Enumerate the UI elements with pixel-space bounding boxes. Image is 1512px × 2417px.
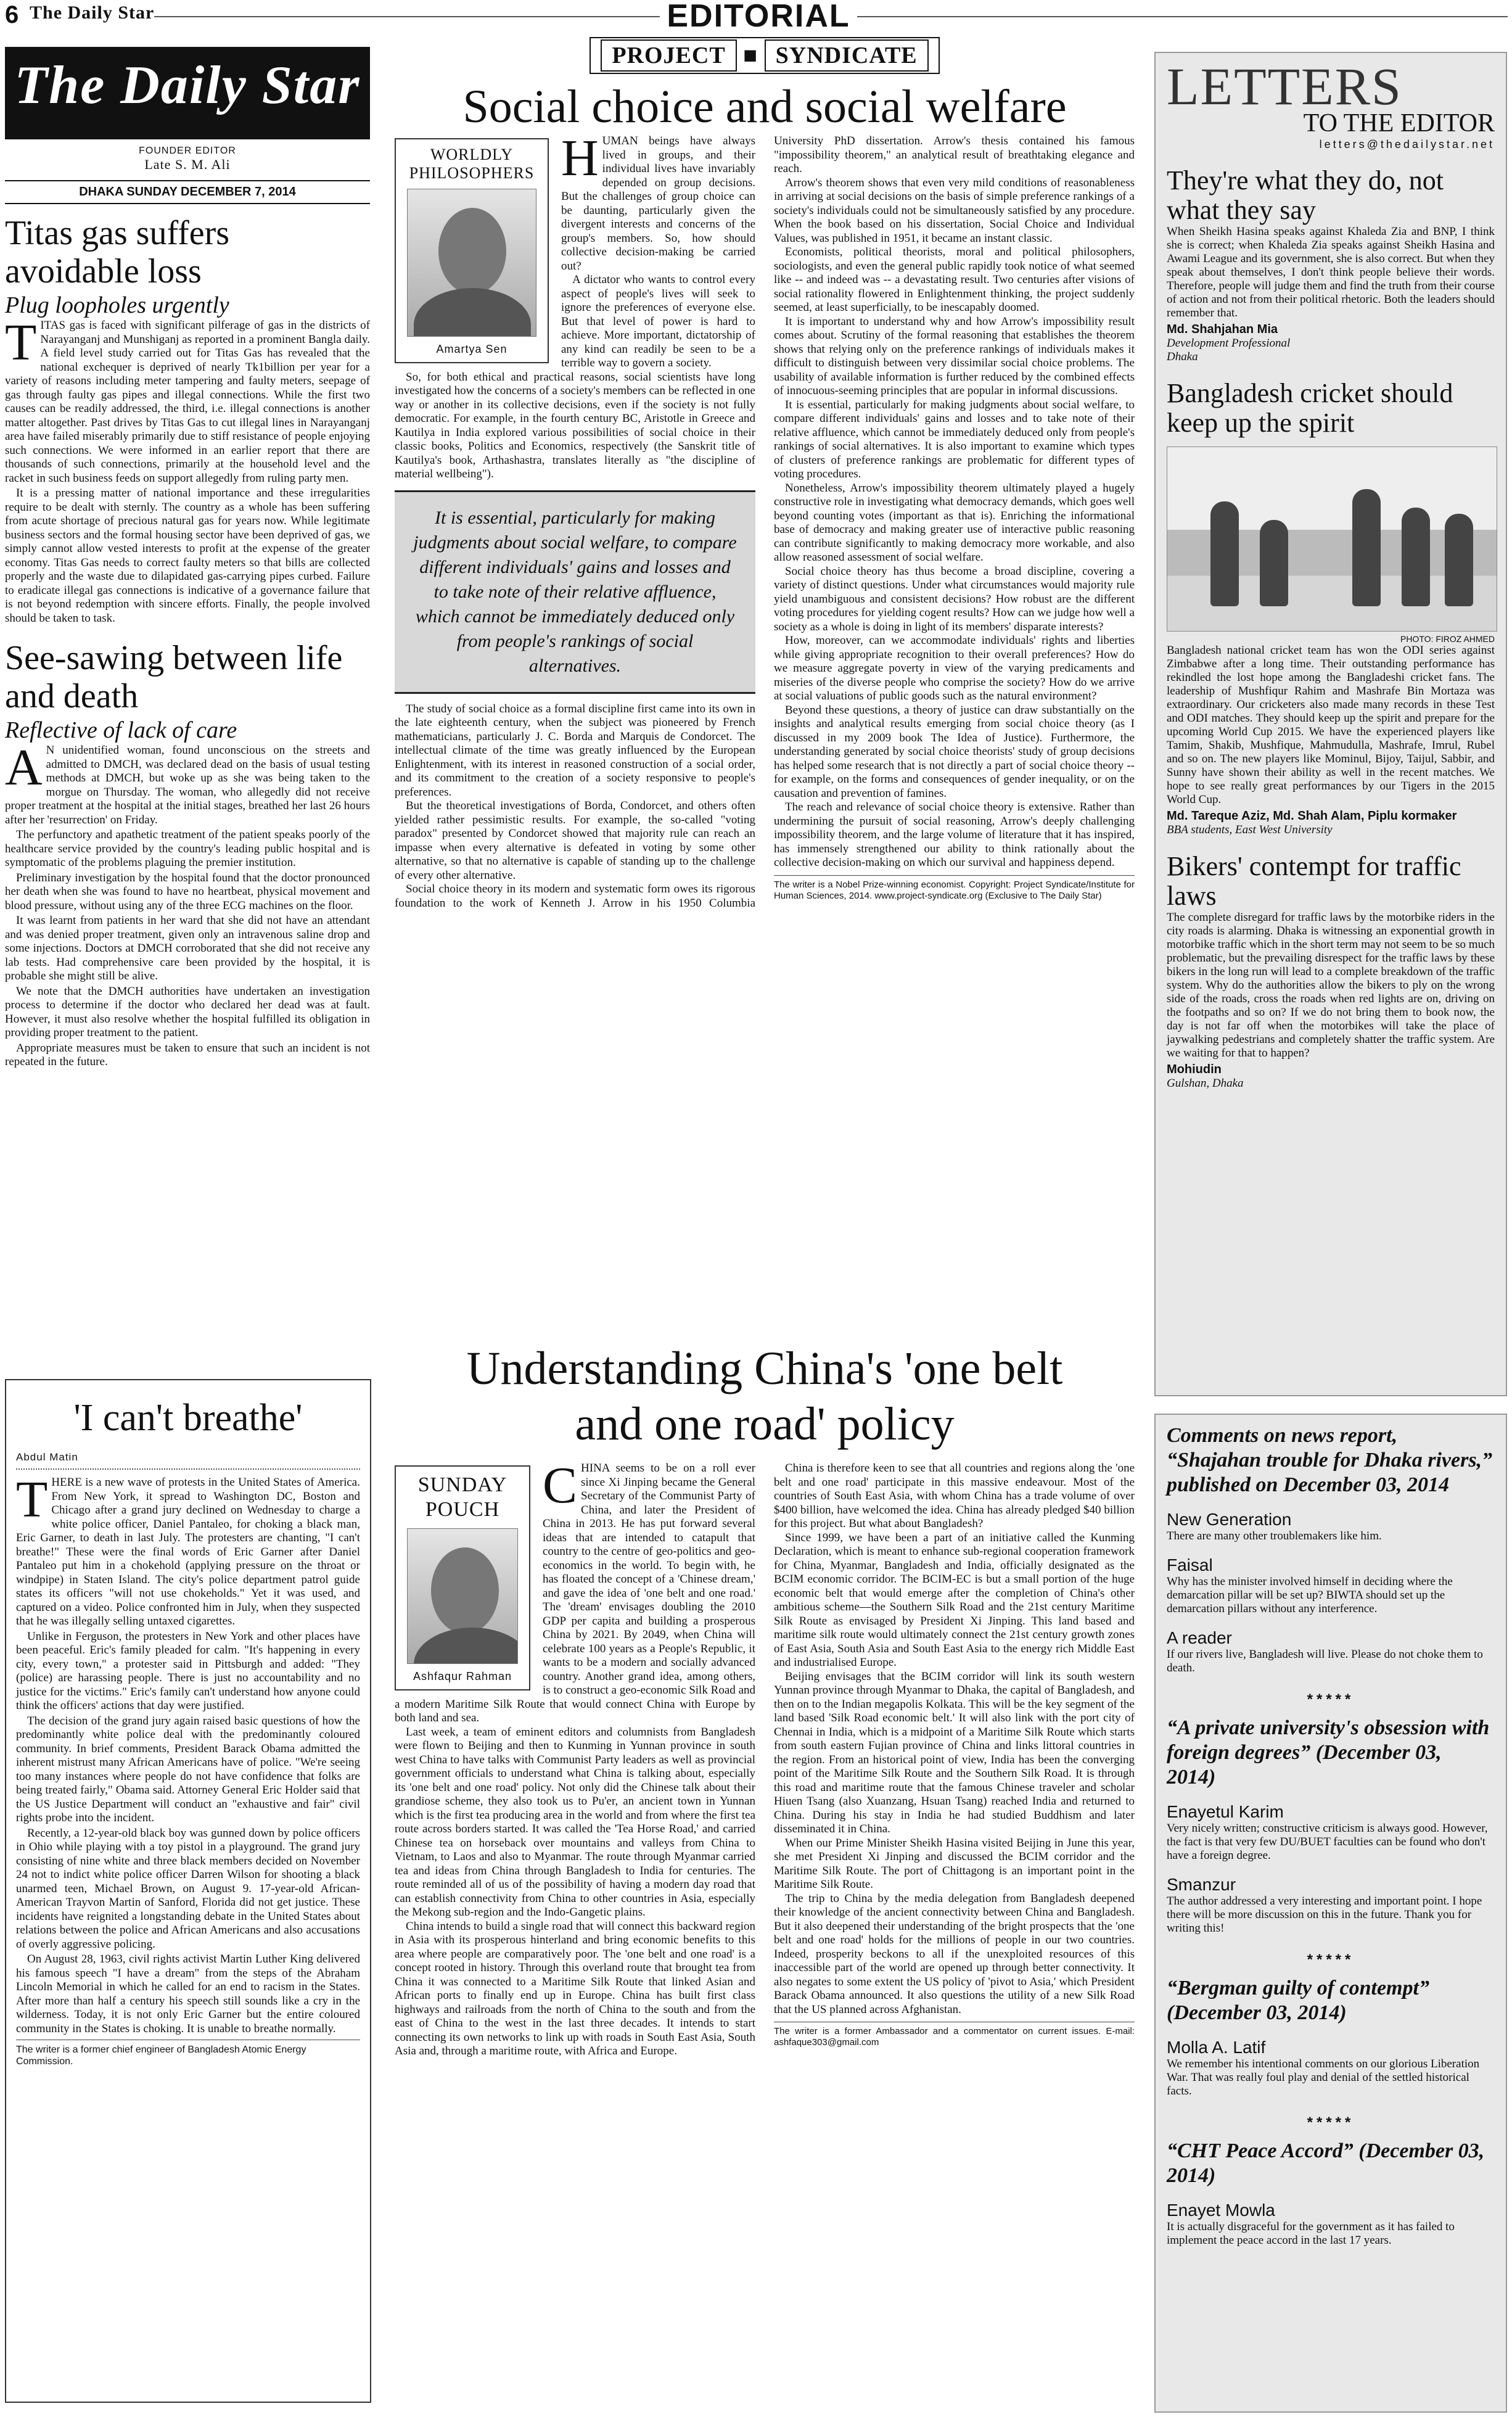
founder-name: Late S. M. Ali <box>144 157 231 172</box>
author-box <box>395 1465 530 1690</box>
author-portrait <box>407 1528 518 1664</box>
paragraph: HERE is a new wave of protests in the United States of America. From New York, it spread to Washington DC, Boston and Chicago after a grand jury declined on Wednesday to charge a white police officer, Daniel Pantaleo, for choking a black man, Eric Garner, to death in last July. The protesters are chanting, "I can't breathe!" These were the final words of Eric Garner after Daniel Pantaleo put him in a chokehold (applying pressure on the throat or windpipe) in Staten Island. The city's police department patrol guide states its officers "will not use chokeholds." Yet it was used, and captured on a video. Police confronted him in July, when they suspected that he was illegally selling untaxed cigarettes. <box>16 1476 360 1628</box>
paragraph: Appropriate measures must be taken to ensure that such an incident is not repeated in the future. <box>5 1041 370 1068</box>
letters-email: letters@thedailystar.net <box>1319 138 1495 150</box>
china-headline: Understanding China's 'one belt and one road' policy <box>466 1343 1063 1450</box>
letter-address: BBA students, East West University <box>1167 823 1333 836</box>
paragraph: China is therefore keen to see that all countries and regions along the 'one belt and one road' participate in this massive endeavour. Most of the countries of South East Asia, with whom China has a trade volume of over $400 billion, have welcomed the idea. China has already pledged $40 billion for this project. But what about Bangladesh? <box>774 1462 1135 1530</box>
letters-subtitle: TO THE EDITOR <box>1303 109 1495 138</box>
letters-box <box>1154 52 1507 1396</box>
letter-signature: Md. Shahjahan Mia <box>1167 323 1278 336</box>
paragraph: Nonetheless, Arrow's impossibility theorem ultimately played a hugely constructive role in investigating what democracy demands, which goes well beyond counting votes (important as that is). Enriching the informational base of democracy and making greater use of interactive public reasoning can contribute significantly to making democracy more workable, and also allow reasoned assessment of social welfare. <box>774 481 1135 564</box>
paragraph: It was learnt from patients in her ward that she did not have an attendant and was denied proper treatment, given only an intravenous saline drop and some injections. Doctors at DMCH corroborated that she did not receive any lab tests. Had comprehensive care been provided by the hospital, it is probable she might still be alive. <box>5 914 370 982</box>
editorial-column <box>5 47 370 1071</box>
comment-text: Very nicely written; constructive criticism is always good. However, the fact is that very few DU/BUET faculties can be found who don't have a foreign degree. <box>1167 1822 1488 1862</box>
paragraph: Economists, political theorists, moral and political philosophers, sociologists, and even the general public rapidly took notice of what seemed like -- and indeed was -- a devastating result. Two centuries after visions of social rationality flowered in Enlightenment thinking, the project suddenly seemed, at least superficially, to be inescapably doomed. <box>774 245 1135 314</box>
author-box <box>395 138 549 363</box>
page-header-strip <box>0 0 1512 34</box>
cricket-photo <box>1167 447 1497 632</box>
china-body <box>395 1457 1135 2405</box>
paragraph: How, moreover, can we accommodate individuals' rights and liberties while giving appropriate recognition to their overall preferences? How do we measure aggregate poverty in view of the varying predicaments and miseries of the diverse people who comprise the society? How do we arrive at social valuations of public goods such as the natural environment? <box>774 634 1135 702</box>
breathe-article-box <box>5 1379 371 2403</box>
small-logo: The Daily Star <box>30 2 155 23</box>
breathe-body <box>16 1471 360 2036</box>
commenter-name: Enayetul Karim <box>1167 1802 1284 1821</box>
letters-title: LETTERS <box>1167 57 1402 116</box>
header-rule-left <box>154 16 660 17</box>
social-body <box>395 130 1135 1365</box>
project-syndicate-tag: PROJECT ■ SYNDICATE <box>395 37 1135 74</box>
commenter-name: Faisal <box>1167 1555 1213 1575</box>
comments-heading: “CHT Peace Accord” (December 03, 2014) <box>1167 2139 1485 2187</box>
pull-quote: It is essential, particularly for making judgments about social welfare, to compare different individuals' gains and losses and to take note of their relative affluence, which cannot be immediately deduced only from people's rankings of social alternatives. <box>395 490 755 694</box>
paragraph: So, for both ethical and practical reasons, social scientists have long investigated how the concerns of a society's members can be reflected in one way or another in its collective decisions, even if the society is not fully democratic. For example, in the fourth century BC, Aristotle in Greece and Kautilya in India explored various possibilities of social choice in their classic books, Politics and Economics, respectively (the Sanskrit title of Kautilya's book, Arthashastra, translates literally as "the discipline of material wellbeing"). <box>395 370 755 480</box>
paragraph: It is important to understand why and how Arrow's impossibility result comes about. Scrutiny of the formal reasoning that establishes the theorem shows that relying only on the preference rankings of individuals makes it difficult to distinguish between very dissimilar social choice problems. The usability of available information is further reduced by the combined effects of innocuous-seeming principles that are popular in informal discussions. <box>774 315 1135 397</box>
letter-address: Gulshan, Dhaka <box>1167 1077 1244 1090</box>
header-rule-right <box>857 16 1508 17</box>
paragraph: It is essential, particularly for making judgments about social welfare, to compare different individuals' gains and losses and to take note of their relative affluence, which cannot be immediately deduced only from people's rankings of social alternatives. It is also important to examine which types of clusters of preference rankings are problematic for different types of voting procedures. <box>774 398 1135 480</box>
author-name: Ashfaqur Rahman <box>413 1670 512 1682</box>
comment-text: If our rivers live, Bangladesh will live. Please do not choke them to death. <box>1167 1648 1483 1674</box>
letter-headline: Bangladesh cricket should keep up the spirit <box>1167 378 1453 438</box>
letter-headline: They're what they do, not what they say <box>1167 165 1444 225</box>
paragraph: Social choice theory has thus become a broad discipline, covering a variety of distinct questions. Under what circumstances would majority rule yield unambiguous and consistent decisions? How robust are the different voting procedures for yielding cogent results? How can we judge how well a society as a whole is doing in light of its members' disparate interests? <box>774 564 1135 633</box>
column-label: SUNDAY POUCH <box>417 1473 507 1521</box>
paragraph: When our Prime Minister Sheikh Hasina visited Beijing in June this year, she met President Xi Jinping and discussed the BCIM corridor and the Maritime Silk Route. The port of Chittagong is an important point in the Maritime Silk Route. <box>774 1836 1135 1891</box>
commenter-name: Molla A. Latif <box>1167 2038 1266 2057</box>
section-name: EDITORIAL <box>667 0 850 34</box>
editorial1-body <box>5 314 370 625</box>
comments-heading: Comments on news report, “Shajahan trouble for Dhaka rivers,” published on December 03, 2014 <box>1167 1424 1493 1496</box>
founder-label: FOUNDER EDITOR <box>139 146 236 156</box>
dropcap: H <box>561 130 599 187</box>
commenter-name: A reader <box>1167 1628 1232 1647</box>
dropcap: A <box>5 739 43 796</box>
commenter-name: New Generation <box>1167 1510 1292 1529</box>
dropcap: C <box>543 1457 578 1514</box>
paragraph: Beijing envisages that the BCIM corridor will link its south western Yunnan province through Myanmar to Dhaka, the capital of Bangladesh, and then on to the Indian megapolis Kolkata. This will be the key segment of the land based 'Silk Road economic belt.' It will also link with the port city of Chennai in India, which is a midpoint of a Maritime Silk Route which starts from south eastern Fujian province of China and links littoral countries in the region. From an historical point of view, India has been the converging point of the Maritime Silk Route and the Southern Silk Road. It is through this road and maritime route that the famous Chinese traveler and scholar Hiuen Tsang (also Xuanzang, Hsuan Tsang) reached India and returned to China. During his stay in India he had studied Buddhism and later disseminated it in China. <box>774 1670 1135 1835</box>
comments-heading: “A private university's obsession with foreign degrees” (December 03, 2014) <box>1167 1716 1490 1789</box>
commenter-name: Enayet Mowla <box>1167 2201 1275 2220</box>
paragraph: The perfunctory and apathetic treatment of the patient speaks poorly of the healthcare service provided by the country's leading public hospital and is symptomatic of the problems plaguing the premier institution. <box>5 828 370 869</box>
letter-address: Development Professional Dhaka <box>1167 337 1291 363</box>
paragraph: The study of social choice as a formal discipline first came into its own in the late eighteenth century, when the subject was pioneered by French mathematicians, particularly J. C. Borda and Marquis de Condorcet. The intellectual climate of the time was greatly influenced by the European Enlightenment, with its interest in reasoned construction of a social order, and its commitment to the creation of a society responsive to people's preferences. <box>395 702 755 799</box>
separator: ***** <box>1307 1691 1355 1708</box>
paragraph: Since 1999, we have been a part of an initiative called the Kunming Declaration, which is meant to enhance sub-regional cooperation framework for China, Myanmar, Bangladesh and India, officially designated as the BCIM economic corridor. The BCIM-EC is but a small portion of the huge economic belt that would emerge after the completion of China's other ambitious scheme—the Southern Silk Road and the 21st century Maritime Silk Route as envisaged by President Xi Jinping. This land based and maritime silk route would ultimately connect the 21st century growth zones of East Asia, South Asia and South East Asia to the energy rich Middle East and industrialised Europe. <box>774 1531 1135 1669</box>
dateline: DHAKA SUNDAY DECEMBER 7, 2014 <box>5 180 370 204</box>
letter-body: Bangladesh national cricket team has won the ODI series against Zimbabwe after a long time. Their outstanding performance has rekindled the lost hope among the Bangladeshi cricket fans. The leadership of Mushfiqur Rahim and Mashrafe Bin Mortaza was extraordinary. Our cricketers also made many records in these Test and ODI matches. They should keep up the spirit and prepare for the upcoming World Cup 2015. We have the experienced players like Tamim, Shakib, Mushfique, Mahmudulla, Mashrafe, Imrul, Rubel and so on. The new players like Mominul, Bijoy, Taijul, Sabbir, and Sunny have shown their ability as well in the recent matches. We hope to see really great performances by our Tigers in the 2015 World Cup. <box>1167 644 1495 806</box>
column-label: WORLDLY PHILOSOPHERS <box>409 146 535 182</box>
paragraph: The decision of the grand jury again raised basic questions of how the predominantly white police deal with the predominantly coloured community. In brief comments, President Barack Obama admitted the inherent mistrust many African Americans have of police. "We're seeing too many instances where people do not have confidence that folks are being treated fairly," Obama said. Attorney General Eric Holder said that the US Justice Department will conduct an "exhaustive and fair" civil rights probe into the incident. <box>16 1714 360 1824</box>
comments-heading: “Bergman guilty of contempt” (December 03, 2014) <box>1167 1977 1429 2024</box>
paragraph: Unlike in Ferguson, the protesters in New York and other places have been peaceful. Eric's family pleaded for calm. "It's happening in every city, every town," a protester said in Pittsburgh and added: "They (police) are harassing people. There is just no accountability and no justice for the victims." Eric's family can't understand how anyone could think the officers' actions that day were justified. <box>16 1629 360 1712</box>
breathe-footnote: The writer is a former chief engineer of Bangladesh Atomic Energy Commission. <box>16 2040 360 2067</box>
comment-text: There are many other troublemakers like him. <box>1167 1530 1382 1542</box>
paragraph: HINA seems to be on a roll ever since Xi Jinping became the General Secretary of the Communist Party of China, and later the President of China in 2013. He has put forward several ideas that are intended to catapult that country to the centre of geo-politics and geo-economics in the world. To begin with, he has floated the concept of a 'Chinese dream,' and gave the idea of 'one belt and one road.' The 'dream' envisages doubling the 2010 GDP per capita and building a prosperous China by 2021. By 2049, when China will celebrate 100 years as a People's Republic, it wants to be a modern and socially advanced country. Another grand idea, among others, is to construct a geo-economic Silk Road and a modern Maritime Silk Route that would connect China with Europe by both land and sea. <box>395 1462 755 1724</box>
letters-column <box>1154 52 1507 2413</box>
paragraph: On August 28, 1963, civil rights activist Martin Luther King delivered his famous speech "I have a dream" from the steps of the Abraham Lincoln Memorial in which he called for an end to racism in the States. After more than half a century his speech still sounds like a cry in the wilderness. Today, it is not only Eric Garner but the entire coloured community in the States is choking. It is unable to breathe normally. <box>16 1953 360 2035</box>
letter-signature: Md. Tareque Aziz, Md. Shah Alam, Piplu kormaker <box>1167 809 1457 823</box>
china-footnote: The writer is a former Ambassador and a commentator on current issues. E-mail: ashfaque303@gmail.com <box>774 2022 1135 2048</box>
tag-left: PROJECT <box>601 39 736 72</box>
breathe-byline: Abdul Matin <box>16 1451 360 1470</box>
letter-body: The complete disregard for traffic laws by the motorbike riders in the city roads is alarming. Dhaka is witnessing an exponential growth in motorbike traffic which in the short term may not seem to be so much problematic, but the prevailing disrespect for the traffic laws by these bikers in the long run will lead to a complete breakdown of the traffic system. Why do the authorities allow the bikers to ply on the wrong side of the roads, cross the roads when red lights are on, driving on the footpaths and so on? If we do not bring them to book now, the day is not far off when the motorbikes will take the place of jaywalking pedestrians and completely shatter the traffic system. Are we waiting for that to happen? <box>1167 911 1495 1060</box>
paragraph: N unidentified woman, found unconscious on the streets and admitted to DMCH, was declared dead on the basis of usual testing methods at DMCH, but woke up as she was being taken to the morgue on Thursday. The woman, who allegedly did not receive proper treatment at the hospital at the initial stages, breathed her last 26 hours after her 'resurrection' on Friday. <box>5 744 370 826</box>
commenter-name: Smanzur <box>1167 1875 1236 1894</box>
social-headline: Social choice and social welfare <box>462 81 1067 133</box>
social-footnote: The writer is a Nobel Prize-winning economist. Copyright: Project Syndicate/Institute for Human Sciences, 2014. www.project-syndicate.org (Exclusive to The Daily Star) <box>774 875 1135 902</box>
paragraph: The trip to China by the media delegation from Bangladesh deepened their knowledge of the ancient connectivity between China and Bangladesh. But it also deepened their understanding of the bright prospects that the 'one belt and one road' holds for the millions of people in our two countries. Indeed, prosperity beckons to all if the unexploited resources of this inaccessible part of the world are opened up through better connectivity. It also negates to some extent the US policy of 'pivot to Asia,' which President Barack Obama announced. It also questions the utility of a new Silk Road that the US planned across Afghanistan. <box>774 1892 1135 2016</box>
paragraph: Beyond these questions, a theory of justice can draw substantially on the insights and analytical results emerging from social choice theory (as I discussed in my 2009 book The Idea of Justice). Furthermore, the understanding generated by social choice theorists' study of group decisions has helped some research that is not directly a part of social choice theory -- for example, on the forms and consequences of gender inequality, or on the causation and prevention of famines. <box>774 703 1135 800</box>
tag-right: SYNDICATE <box>765 39 929 72</box>
comment-text: We remember his intentional comments on our glorious Liberation War. That was really foul play and denial of the settled historical facts. <box>1167 2057 1480 2098</box>
comment-text: The author addressed a very interesting and important point. I hope there will be more discussion on this in the future. Thank you for writing this! <box>1167 1895 1482 1935</box>
author-portrait <box>407 189 536 337</box>
paragraph: Arrow's theorem shows that even very mild conditions of reasonableness in arriving at social decisions on the basis of simple preference rankings of a society's individuals could not be simultaneously satisfied by any procedure. When the book based on his dissertation, Social Choice and Individual Values, was published in 1951, it became an instant classic. <box>774 176 1135 245</box>
letter-signature: Mohiudin <box>1167 1063 1222 1076</box>
paragraph: But the theoretical investigations of Borda, Condorcet, and others often yielded rather pessimistic results. For example, the so-called "voting paradox" presented by Condorcet showed that majority rule can reach an impasse when every alternative is defeated in voting by some other alternative, so that no alternative is capable of standing up to the challenge of every other alternative. <box>395 799 755 882</box>
paragraph: Last week, a team of eminent editors and columnists from Bangladesh were flown to Beijing and then to Kunming in Yunnan province in south west China to have talks with Communist Party leaders as well as provincial government officials to understand what China is talking about, especially its 'one belt and one road' policy. Not only did the Chinese talk about their grandiose scheme, they also took us to Pu'er, an ancient town in Yunnan which is the first tea producing area in the world and from where the first tea route across borders started. It was called the 'Tea Horse Road,' and carried Chinese tea on horseback over mountains and valleys from China to Vietnam, to Laos and also to Myanmar. The route through Myanmar carried tea and ideas from China through Bangladesh to India for centuries. The route reminded all of us of the possibility of having a modern day road that can establish connectivity from China to other countries in Asia, especially the Mekong sub-region and the Indo-Gangetic plains. <box>395 1725 755 1919</box>
comment-text: Why has the minister involved himself in deciding where the demarcation pillar will be set up? BIWTA should set up the demarcation pillars without any interference. <box>1167 1575 1453 1615</box>
separator: ***** <box>1307 1951 1355 1968</box>
online-comments-box <box>1154 1414 1507 2413</box>
comment-text: It is actually disgraceful for the government as it has failed to implement the peace accord in the last 17 years. <box>1167 2220 1455 2247</box>
paragraph: ITAS gas is faced with significant pilferage of gas in the districts of Narayanganj and Munshiganj as reported in a prominent Bangla daily. A field level study carried out for Titas Gas has revealed that the national exchequer is deprived of nearly Tk1billion per year for a variety of reasons including meter tampering and faulty meters, seepage of gas through faulty gas pipes and illegal connections. While the first two causes can be readily addressed, the third, i.e. illegal connections is another matter altogether. Past drives by Titas Gas to cut illegal lines in Narayanganj area have failed miserably primarily due to stiff resistance of people enjoying such connections. We were informed in an earlier report that there are thousands of such connections, primarily at the household level and the racket in such business feeds on support allegedly from ruling party men. <box>5 319 370 485</box>
masthead-logo: The Daily Star <box>5 47 370 139</box>
editorial2-headline: See-sawing between life and death <box>5 639 343 715</box>
paragraph: We note that the DMCH authorities have undertaken an investigation process to determine if the doctor who declared her dead was at fault. However, it must also resolve whether the hospital fulfilled its obligation in providing proper treatment to the patient. <box>5 984 370 1039</box>
paragraph: It is a pressing matter of national importance and these irregularities require to be dealt with sternly. The country as a whole has been suffering from acute shortage of precious natural gas for years now. While legitimate business sectors and the formal housing sector have been deprived of gas, we simply cannot allow vested interests to profit at the expense of the greater economy. Titas Gas needs to correct faulty meters so that bills are collected properly and the waste due to dilapidated gas-carrying pipes curbed. Failure to eradicate illegal gas connections is indicative of a governance failure that is not beyond redemption with sincere efforts. Finally, the people involved should be taken to task. <box>5 487 370 625</box>
social-choice-article <box>395 37 1135 1365</box>
letter-body: When Sheikh Hasina speaks against Khaleda Zia and BNP, I think she is correct; when Khaleda Zia speaks against Sheikh Hasina and Awami League and its government, she is also correct. But when they speak about themselves, I don't think people believe their words. Therefore, people will judge them and find the truth from their course of action and not from their political rhetoric. Both the leaders should remember that. <box>1167 225 1495 319</box>
letter-headline: Bikers' contempt for traffic laws <box>1167 851 1461 911</box>
separator: ***** <box>1307 2114 1355 2131</box>
paragraph: Social choice theory in its modern and systematic form owes its rigorous foundation to the work of Kenneth J. Arrow in his 1950 Columbia University PhD dissertation. Arrow's thesis contained his famous "impossibility theorem," an analytical result of breathtaking elegance and reach. <box>395 134 1135 910</box>
photo-credit: PHOTO: FIROZ AHMED <box>1400 634 1495 644</box>
paragraph: Preliminary investigation by the hospital found that the doctor pronounced her death when she was found to have no heartbeat, physical movement and blood pressure, without using any of the three ECG machines on the floor. <box>5 871 370 912</box>
page-number: 6 <box>5 1 19 28</box>
editorial2-subhead: Reflective of lack of care <box>5 717 237 743</box>
breathe-headline: 'I can't breathe' <box>73 1397 303 1439</box>
dropcap: T <box>5 314 37 371</box>
china-article <box>395 1336 1135 2405</box>
paragraph: China intends to build a single road that will connect this backward region in Asia with its prosperous hinterland and bring economic benefits to this area where people are comparatively poor. The 'one belt and one road' is a concept rooted in history. Through this overland route that brought tea from China it was connected to a Maritime Silk Route that linked Asian and African ports to finally end up in Europe. China has built first class highways and railroads from the north of China to the south and from the east of China to the west in the last three decades. It intends to start connecting its own networks to link up with roads in South East Asia, South Asia and, through a maritime route, with Africa and Europe. <box>395 1919 755 2057</box>
paragraph: Recently, a 12-year-old black boy was gunned down by police officers in Ohio while playing with a toy pistol in a playground. The grand jury consisting of nine white and three black members decided on November 24 not to indict white police officer Darren Wilson for shooting a black unarmed teen, Michael Brown, on August 9. 17-year-old African-American Trayvon Martin of Sanford, Florida did not get justice. These incidents have reignited a longstanding debate in the United States about relations between the police and African Americans and also accusations of overly aggressive policing. <box>16 1826 360 1951</box>
editorial1-headline: Titas gas suffers avoidable loss <box>5 214 230 290</box>
editorial2-body <box>5 739 370 1069</box>
paragraph: The reach and relevance of social choice theory is extensive. Rather than undermining the pursuit of social reasoning, Arrow's deeply challenging impossibility theorem, and the large volume of literature that it has inspired, has immensely strengthened our ability to think rationally about the collective decision-making on which our survival and happiness depend. <box>774 801 1135 869</box>
editorial1-subhead: Plug loopholes urgently <box>5 292 229 318</box>
dropcap: T <box>16 1471 48 1528</box>
author-name: Amartya Sen <box>436 343 507 355</box>
paragraph: A dictator who wants to control every aspect of people's lives will seek to ignore the preferences of everyone else. But that level of power is hard to achieve. More important, dictatorship of any kind can readily be seen to be a terrible way to govern a society. <box>561 273 755 369</box>
paragraph: UMAN beings have always lived in groups, and their individual lives have invariably depended on group decisions. But the challenges of group choice can be daunting, particularly given the divergent interests and concerns of the group's members. So, how should collective decision-making be carried out? <box>561 134 755 273</box>
